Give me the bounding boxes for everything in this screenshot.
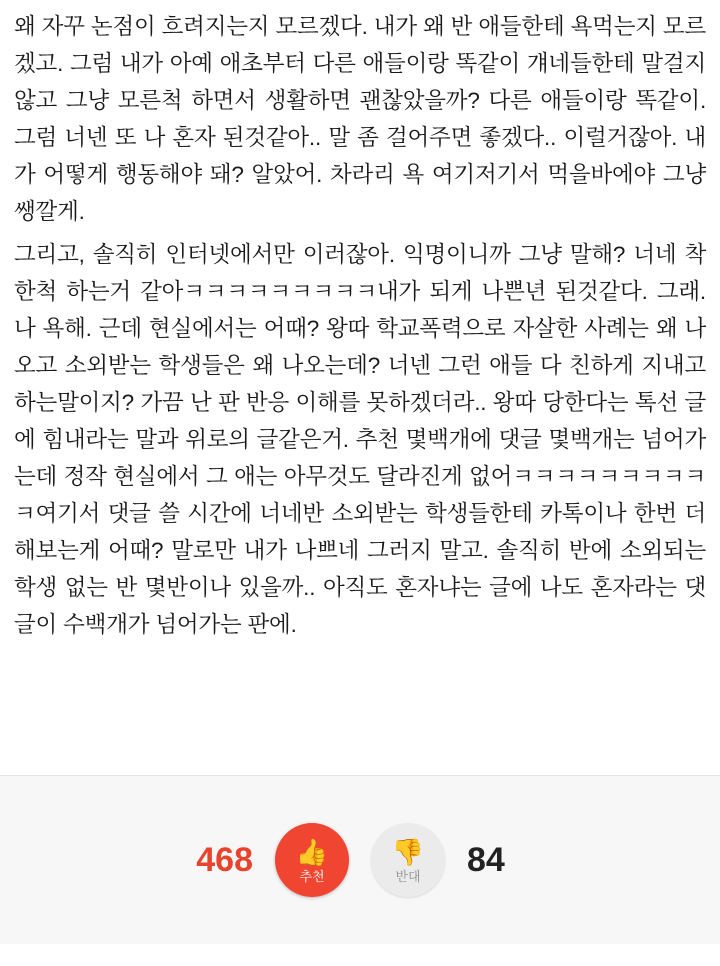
- thumbs-up-icon: 👍: [295, 837, 329, 867]
- article-paragraph: 왜 자꾸 논점이 흐려지는지 모르겠다. 내가 왜 반 애들한테 욕먹는지 모르겠고. 그럼 내가 아예 애초부터 다른 애들이랑 똑같이 걔네들한테 말걸지 않고 그냥 모른척 하면서 생활하면 괜찮았을까? 다른 애들이랑 똑같이. 그럼 너넨 또 나 혼자 된것같아.. 말 좀 걸어주면 좋겠다.. 이럴거잖아. 내가 어떻게 행동해야 돼? 알았어. 차라리 욕 여기저기서 먹을바에야 그냥 쌩깔게.: [14, 14, 706, 224]
- bottom-strip: [0, 944, 720, 966]
- thumbs-down-icon: 👎: [391, 837, 425, 867]
- upvote-count: 468: [196, 840, 253, 879]
- downvote-button[interactable]: [371, 823, 445, 897]
- vote-bar: [0, 776, 720, 944]
- downvote-label: 반대: [395, 869, 421, 884]
- upvote-label: 추천: [299, 869, 325, 884]
- content-spacer: [0, 643, 720, 775]
- upvote-button[interactable]: [275, 823, 349, 897]
- article-paragraph: 그리고, 솔직히 인터넷에서만 이러잖아. 익명이니까 그냥 말해? 너네 착한척 하는거 같아ㅋㅋㅋㅋㅋㅋㅋㅋㅋ내가 되게 나쁜년 된것같다. 그래. 나 욕해. 근데 현실에서는 어때? 왕따 학교폭력으로 자살한 사례는 왜 나오고 소외받는 학생들은 왜 나오는데? 너넨 그런 애들 다 친하게 지내고 하는말이지? 가끔 난 판 반응 이해를 못하겠더라.. 왕따 당한다는 톡선 글에 힘내라는 말과 위로의 글같은거. 추천 몇백개에 댓글 몇백개는 넘어가는데 정작 현실에서 그 애는 아무것도 달라진게 없어ㅋㅋㅋㅋㅋㅋㅋㅋㅋㅋ여기서 댓글 쓸 시간에 너네반 소외받는 학생들한테 카톡이나 한번 더 해보는게 어때? 말로만 내가 나쁘네 그러지 말고. 솔직히 반에 소외되는 학생 없는 반 몇반이나 있을까.. 아직도 혼자냐는 글에 나도 혼자라는 댓글이 수백개가 넘어가는 판에.: [14, 242, 706, 637]
- downvote-count: 84: [467, 840, 505, 879]
